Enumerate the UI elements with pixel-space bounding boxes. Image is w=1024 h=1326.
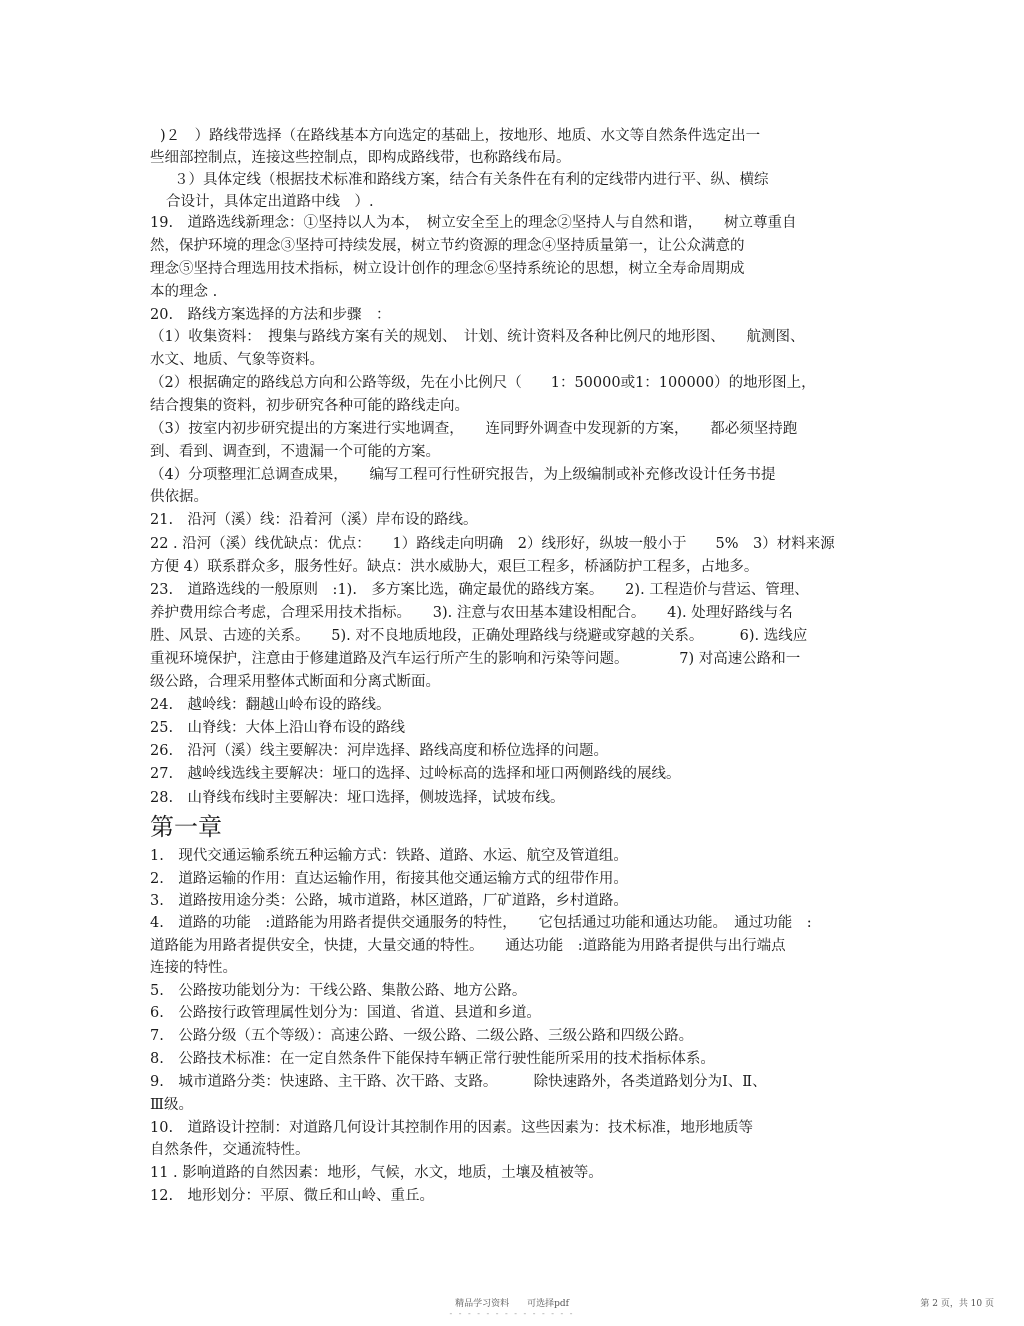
text-line: 理念⑤坚持合理选用技术指标，树立设计创作的理念⑥坚持系统论的思想，树立全寿命周期成 [150,261,745,277]
text-line: Ⅲ级。 [150,1097,193,1113]
text-line: 本的理念 . [150,284,218,300]
chapter-heading: 第一章 [150,813,222,841]
text-line: 4. 道路的功能 :道路能为用路者提供交通服务的特性， 它包括通过功能和通达功能。 通过功能 : [150,915,812,931]
text-line: 5. 公路按功能划分为：干线公路、集散公路、地方公路。 [150,983,527,999]
text-line: 合设计，具体定出道路中线 ）. [166,194,374,210]
text-line: 6. 公路按行政管理属性划分为：国道、省道、县道和乡道。 [150,1005,541,1021]
text-line: 方便 4）联系群众多，服务性好。缺点：洪水威胁大，艰巨工程多，桥涵防护工程多，占地多。 [150,559,759,575]
text-line: 20. 路线方案选择的方法和步骤 ： [150,307,391,323]
text-line: 23. 道路选线的一般原则 :1). 多方案比选，确定最优的路线方案。 2). 工程造价与营运、管理、 [150,582,809,598]
footer-watermark: 精品学习资料 可选择pdf [455,1299,569,1309]
text-line: 19. 道路选线新理念：①坚持以人为本， 树立安全至上的理念②坚持人与自然和谐， 树立尊重自 [150,215,797,231]
text-line: 27. 越岭线选线主要解决：垭口的选择、过岭标高的选择和垭口两侧路线的展线。 [150,766,681,782]
text-line: 9. 城市道路分类：快速路、主干路、次干路、支路。 除快速路外，各类道路划分为Ⅰ、Ⅱ、 [150,1074,767,1090]
text-line: （4）分项整理汇总调查成果， 编写工程可行性研究报告，为上级编制或补充修改设计任务书提 [150,467,776,483]
text-line: 养护费用综合考虑，合理采用技术指标。 3). 注意与农田基本建设相配合。 4). 处理好路线与名 [150,605,793,621]
text-line: 水文、地质、气象等资料。 [150,352,324,368]
text-line: 重视环境保护，注意由于修建道路及汽车运行所产生的影响和污染等问题。 7) 对高速公路和一 [150,651,801,667]
text-line: 24. 越岭线：翻越山岭布设的路线。 [150,697,391,713]
text-line: 28. 山脊线布线时主要解决：垭口选择，侧坡选择，试坡布线。 [150,790,565,806]
text-line: ３）具体定线（根据技术标准和路线方案，结合有关条件在有利的定线带内进行平、纵、横综 [174,172,769,188]
text-line: 到、看到、调查到，不遗漏一个可能的方案。 [150,444,440,460]
text-line: 3. 道路按用途分类：公路，城市道路，林区道路，厂矿道路，乡村道路。 [150,893,628,909]
text-line: 然，保护环境的理念③坚持可持续发展，树立节约资源的理念④坚持质量第一，让公众满意的 [150,238,745,254]
text-line: 12. 地形划分：平原、微丘和山岭、重丘。 [150,1188,435,1204]
text-line: 连接的特性。 [150,960,237,976]
page-number: 第 2 页，共 10 页 [920,1299,994,1309]
text-line: 自然条件，交通流特性。 [150,1142,310,1158]
text-line: （1）收集资料： 搜集与路线方案有关的规划、 计划、统计资料及各种比例尺的地形图、 航测图、 [150,329,805,345]
text-line: 11 . 影响道路的自然因素：地形，气候，水文，地质，土壤及植被等。 [150,1165,603,1181]
text-line: 2. 道路运输的作用：直达运输作用，衔接其他交通运输方式的纽带作用。 [150,871,628,887]
text-line: 26. 沿河（溪）线主要解决：河岸选择、路线高度和桥位选择的问题。 [150,743,609,759]
text-line: 结合搜集的资料，初步研究各种可能的路线走向。 [150,398,469,414]
text-line: 8. 公路技术标准：在一定自然条件下能保持车辆正常行驶性能所采用的技术指标体系。 [150,1051,715,1067]
text-line: )２ ）路线带选择（在路线基本方向选定的基础上，按地形、地质、水文等自然条件选定出一 [160,128,761,144]
text-line: 25. 山脊线：大体上沿山脊布设的路线 [150,720,406,736]
text-line: 21. 沿河（溪）线：沿着河（溪）岸布设的路线。 [150,512,478,528]
text-line: 些细部控制点，连接这些控制点，即构成路线带，也称路线布局。 [150,150,571,166]
text-line: 1. 现代交通运输系统五种运输方式：铁路、道路、水运、航空及管道组。 [150,848,628,864]
text-line: 7. 公路分级（五个等级）：高速公路、一级公路、二级公路、三级公路和四级公路。 [150,1028,694,1044]
text-line: （2）根据确定的路线总方向和公路等级，先在小比例尺（ 1：50000或1：100000）的地形图上， [150,375,816,391]
text-line: 10. 道路设计控制：对道路几何设计其控制作用的因素。这些因素为：技术标准，地形地质等 [150,1120,754,1136]
text-line: 胜、风景、古迹的关系。 5). 对不良地质地段，正确处理路线与绕避或穿越的关系。 6). 选线应 [150,628,808,644]
text-line: （3）按室内初步研究提出的方案进行实地调查， 连同野外调查中发现新的方案， 都必须坚持跑 [150,421,798,437]
text-line: 级公路，合理采用整体式断面和分离式断面。 [150,674,440,690]
text-line: 供依据。 [150,489,208,505]
text-line: 道路能为用路者提供安全，快捷，大量交通的特性。 通达功能 :道路能为用路者提供与出行端点 [150,938,786,954]
text-line: 22 . 沿河（溪）线优缺点：优点： 1）路线走向明确 2）线形好，纵坡一般小于 5% 3）材料来源 [150,536,835,552]
footer-dashes: - - - - - - - - - - - - - - [449,1309,575,1318]
